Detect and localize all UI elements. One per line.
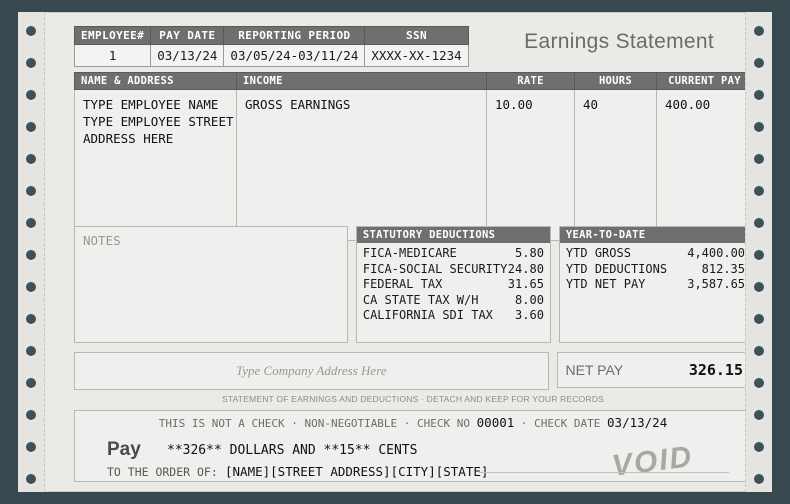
list-item bbox=[363, 308, 544, 324]
employee-address: ADDRESS HERE bbox=[83, 131, 174, 146]
signature-line bbox=[479, 472, 729, 473]
header-col-paydate: PAY DATE bbox=[151, 27, 224, 45]
header-val-reporting-period: 03/05/24-03/11/24 bbox=[224, 45, 365, 67]
ytd-amount: 3,587.65 bbox=[687, 277, 746, 291]
header-val-employee: 1 bbox=[75, 45, 151, 67]
year-to-date-box bbox=[559, 226, 752, 343]
void-stamp: VOID bbox=[609, 440, 695, 483]
company-address-field[interactable]: Type Company Address Here bbox=[74, 352, 549, 390]
list-item bbox=[566, 262, 745, 278]
year-to-date-rows bbox=[560, 243, 751, 293]
income-col-rate: RATE bbox=[487, 73, 575, 90]
check-notice bbox=[75, 415, 751, 430]
check-number: 00001 bbox=[476, 415, 515, 430]
ytd-amount: 812.35 bbox=[701, 261, 746, 276]
table-row bbox=[75, 27, 469, 45]
header-val-paydate: 03/13/24 bbox=[151, 45, 224, 67]
statutory-deductions-rows bbox=[357, 243, 550, 324]
check-date: 03/13/24 bbox=[607, 415, 668, 430]
table-row bbox=[75, 90, 753, 241]
statutory-deductions-box bbox=[356, 226, 551, 343]
payroll-paper bbox=[18, 12, 772, 492]
income-table bbox=[74, 72, 753, 241]
company-netpay-row bbox=[74, 352, 752, 390]
header-meta bbox=[74, 26, 469, 67]
page-title: Earnings Statement bbox=[524, 30, 714, 53]
check-stub bbox=[74, 410, 752, 482]
income-rate-cell: 10.00 bbox=[487, 90, 575, 241]
net-pay-label: NET PAY bbox=[565, 362, 624, 378]
income-col-current-pay: CURRENT PAY bbox=[657, 73, 753, 90]
list-item bbox=[566, 246, 745, 262]
ytd-label: YTD DEDUCTIONS bbox=[565, 261, 668, 276]
income-current-pay-cell: 400.00 bbox=[657, 90, 753, 241]
payee-field[interactable]: [NAME][STREET ADDRESS][CITY][STATE] bbox=[225, 464, 489, 479]
income-col-name-address: NAME & ADDRESS bbox=[75, 73, 237, 90]
net-pay-box bbox=[557, 352, 752, 388]
employee-name-address-cell bbox=[75, 90, 237, 241]
deduction-amount: 5.80 bbox=[515, 246, 544, 260]
deduction-label: FICA-MEDICARE bbox=[362, 246, 457, 260]
pay-word-label: Pay bbox=[107, 439, 141, 460]
year-to-date-header: YEAR-TO-DATE bbox=[560, 227, 751, 243]
income-col-income: INCOME bbox=[237, 73, 487, 90]
notes-box bbox=[74, 226, 348, 343]
order-of-label: TO THE ORDER OF: bbox=[107, 465, 218, 479]
table-row bbox=[75, 73, 753, 90]
middle-section bbox=[74, 226, 752, 343]
ytd-amount: 4,400.00 bbox=[687, 246, 746, 260]
deduction-label: FEDERAL TAX bbox=[362, 277, 443, 291]
notes-label: NOTES bbox=[83, 233, 121, 248]
tractor-feed-holes-left bbox=[18, 12, 44, 492]
check-notice-prefix: THIS IS NOT A CHECK · NON-NEGOTIABLE · CHECK NO bbox=[158, 417, 477, 430]
employee-street: TYPE EMPLOYEE STREET bbox=[83, 114, 234, 129]
deduction-amount: 8.00 bbox=[515, 292, 544, 307]
header-meta-table bbox=[74, 26, 469, 67]
header-col-reporting-period: REPORTING PERIOD bbox=[224, 27, 365, 45]
check-amount-words: **326** DOLLARS AND **15** CENTS bbox=[167, 443, 418, 458]
list-item bbox=[363, 293, 544, 309]
detach-notice: STATEMENT OF EARNINGS AND DEDUCTIONS · DETACH AND KEEP FOR YOUR RECORDS bbox=[221, 394, 605, 404]
ytd-label: YTD GROSS bbox=[565, 246, 631, 260]
deduction-label: CALIFORNIA SDI TAX bbox=[362, 308, 493, 322]
income-hours-cell: 40 bbox=[575, 90, 657, 241]
deduction-amount: 24.80 bbox=[507, 261, 544, 276]
list-item bbox=[363, 262, 544, 278]
deduction-label: FICA-SOCIAL SECURITY bbox=[362, 261, 508, 276]
header-val-ssn: XXXX-XX-1234 bbox=[365, 45, 468, 67]
statement-sheet bbox=[44, 12, 746, 492]
net-pay-amount: 326.15 bbox=[688, 361, 743, 379]
employee-name: TYPE EMPLOYEE NAME bbox=[83, 97, 219, 112]
ytd-label: YTD NET PAY bbox=[565, 277, 646, 291]
tractor-feed-holes-right bbox=[746, 12, 772, 492]
list-item bbox=[363, 246, 544, 262]
table-row bbox=[75, 45, 469, 67]
list-item bbox=[363, 277, 544, 293]
deduction-label: CA STATE TAX W/H bbox=[362, 292, 479, 307]
statutory-deductions-header: STATUTORY DEDUCTIONS bbox=[357, 227, 550, 243]
deduction-amount: 31.65 bbox=[507, 277, 544, 291]
header-col-employee: EMPLOYEE# bbox=[75, 27, 151, 45]
income-label-cell: GROSS EARNINGS bbox=[237, 90, 487, 241]
list-item bbox=[566, 277, 745, 293]
check-notice-mid: · CHECK DATE bbox=[514, 417, 608, 430]
header-col-ssn: SSN bbox=[365, 27, 468, 45]
income-col-hours: HOURS bbox=[575, 73, 657, 90]
deduction-amount: 3.60 bbox=[515, 308, 544, 322]
